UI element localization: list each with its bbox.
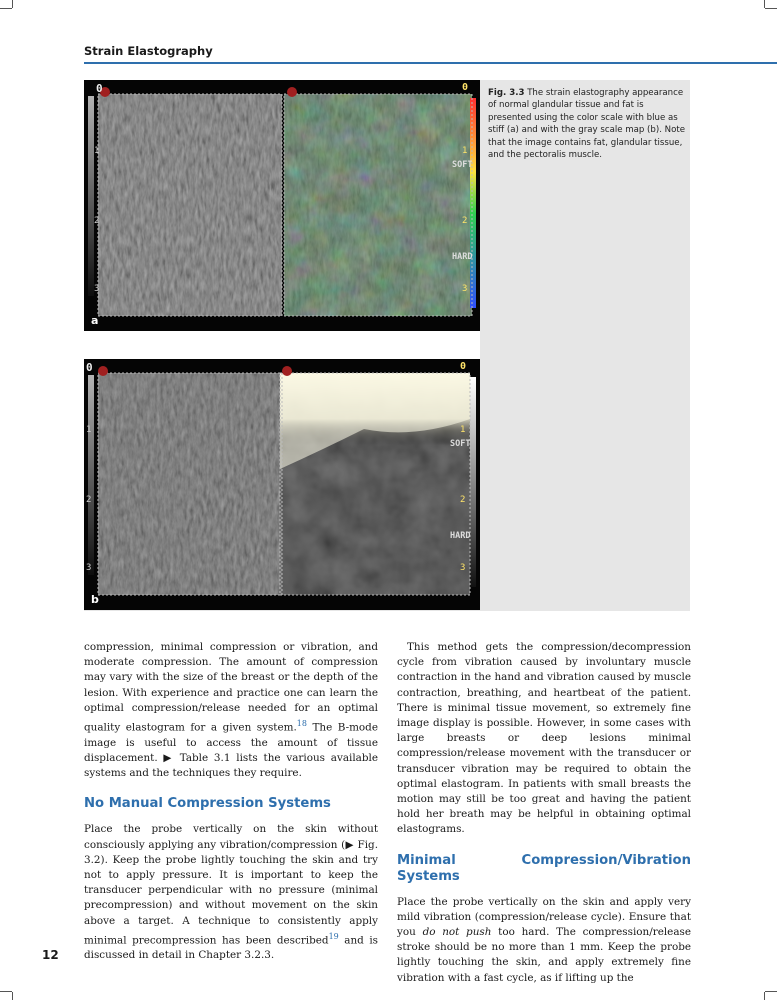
depth-mark-right: 3 — [462, 284, 468, 294]
depth-mark-right: 2 — [462, 216, 468, 226]
paragraph-text: too hard. The compression/release stroke should be no more than 1 mm. Keep the probe lightly touching the skin, and apply extremely fine vibration with a fast cycle, as if lifting up the — [397, 926, 692, 984]
panel-label: a — [91, 314, 99, 327]
depth-mark: 3 — [94, 284, 100, 294]
paragraph — [397, 895, 691, 986]
caption-label: Fig. 3.3 — [488, 88, 525, 98]
figure-caption — [488, 87, 686, 161]
ultrasound-panel-a — [84, 80, 480, 331]
paragraph-text: Place the probe vertically on the skin and apply very mild vibration (compression/release cycle). Ensure that you — [397, 895, 691, 939]
section-heading: Minimal Compression/Vibration Systems — [397, 852, 691, 884]
crop-mark — [12, 992, 13, 1000]
running-head: Strain Elastography — [84, 44, 213, 58]
depth-mark: 0 — [86, 361, 93, 374]
elastography-image-a — [84, 80, 480, 331]
elastography-image-b — [84, 359, 480, 610]
scale-label-soft: SOFT — [452, 160, 473, 170]
caption-text: The strain elastography appearance of normal glandular tissue and fat is presented using the color scale with blue as stiff (a) and with the gray scale map (b). Note that the image contains fat, glandular tissue, and the pectoralis muscle. — [488, 88, 686, 161]
crop-mark — [12, 0, 13, 8]
depth-mark: 3 — [86, 563, 92, 573]
section-heading: No Manual Compression Systems — [84, 796, 331, 812]
depth-mark: 0 — [96, 82, 103, 95]
page-number: 12 — [42, 948, 59, 962]
paragraph-text: Place the probe vertically on the skin without consciously applying any vibration/compression (▶ Fig. 3.2). Keep the probe lightly touching the skin and try not to apply pressure. It is important to keep the transducer perpendicular with no pressure (minimal precompression) and without movement on the skin above a target. A technique to consistently apply minimal precompression has been described — [84, 823, 378, 947]
depth-mark: 1 — [86, 425, 92, 435]
crop-mark — [765, 8, 777, 9]
ultrasound-panel-b — [84, 359, 480, 610]
depth-mark: 2 — [94, 216, 100, 226]
paragraph: This method gets the compression/decompression cycle from vibration caused by involuntary muscle contraction in the hand and vibration caused by muscle contraction, breathing, and heartbeat of the patient. There is minimal tissue movement, so extremely fine image display is possible. However, in some cases with large breasts or deep lesions minimal compression/release movement with the transducer or transducer vibration may be required to obtain the optimal elastogram. In patients with small breasts the motion may still be too great and having the patient hold her breath may be helpful in obtaining optimal elastograms. — [397, 641, 691, 836]
paragraph — [84, 640, 378, 781]
paragraph-text: compression, minimal compression or vibration, and moderate compression. The amount of compression may vary with the size of the breast or the depth of the lesion. With experience and practice one can learn the optimal compression/release needed for an optimal quality elastogram for a given system. — [84, 641, 378, 734]
depth-mark-right: 2 — [460, 495, 466, 505]
crop-mark — [765, 991, 777, 992]
paragraph-text: The B-mode image is useful to access the amount of tissue displacement. ▶ Table 3.1 lists the various available systems and the techniques they require. — [84, 721, 378, 780]
paragraph — [84, 822, 378, 963]
depth-mark-right: 0 — [460, 361, 467, 372]
reference-link[interactable]: 19 — [328, 931, 339, 941]
depth-mark-right: 1 — [460, 425, 466, 435]
crop-mark — [0, 8, 12, 9]
crop-mark — [764, 0, 765, 8]
depth-mark: 1 — [94, 146, 100, 156]
panel-gap — [84, 331, 480, 359]
right-column — [397, 640, 691, 986]
depth-mark-right: 3 — [460, 563, 466, 573]
reference-link[interactable]: 18 — [296, 719, 307, 729]
scale-label-hard: HARD — [450, 531, 471, 541]
depth-mark-right: 1 — [462, 146, 468, 156]
panel-label: b — [91, 593, 99, 606]
header-rule — [84, 62, 777, 64]
depth-mark-right: 0 — [462, 82, 469, 93]
scale-label-soft: SOFT — [450, 439, 471, 449]
crop-mark — [764, 992, 765, 1000]
emphasis-text: do not push — [422, 926, 492, 939]
depth-mark: 2 — [86, 495, 92, 505]
paragraph-text: and is discussed in detail in Chapter 3.2.3. — [84, 934, 378, 962]
crop-mark — [0, 991, 12, 992]
left-column — [84, 640, 378, 964]
scale-label-hard: HARD — [452, 252, 473, 262]
